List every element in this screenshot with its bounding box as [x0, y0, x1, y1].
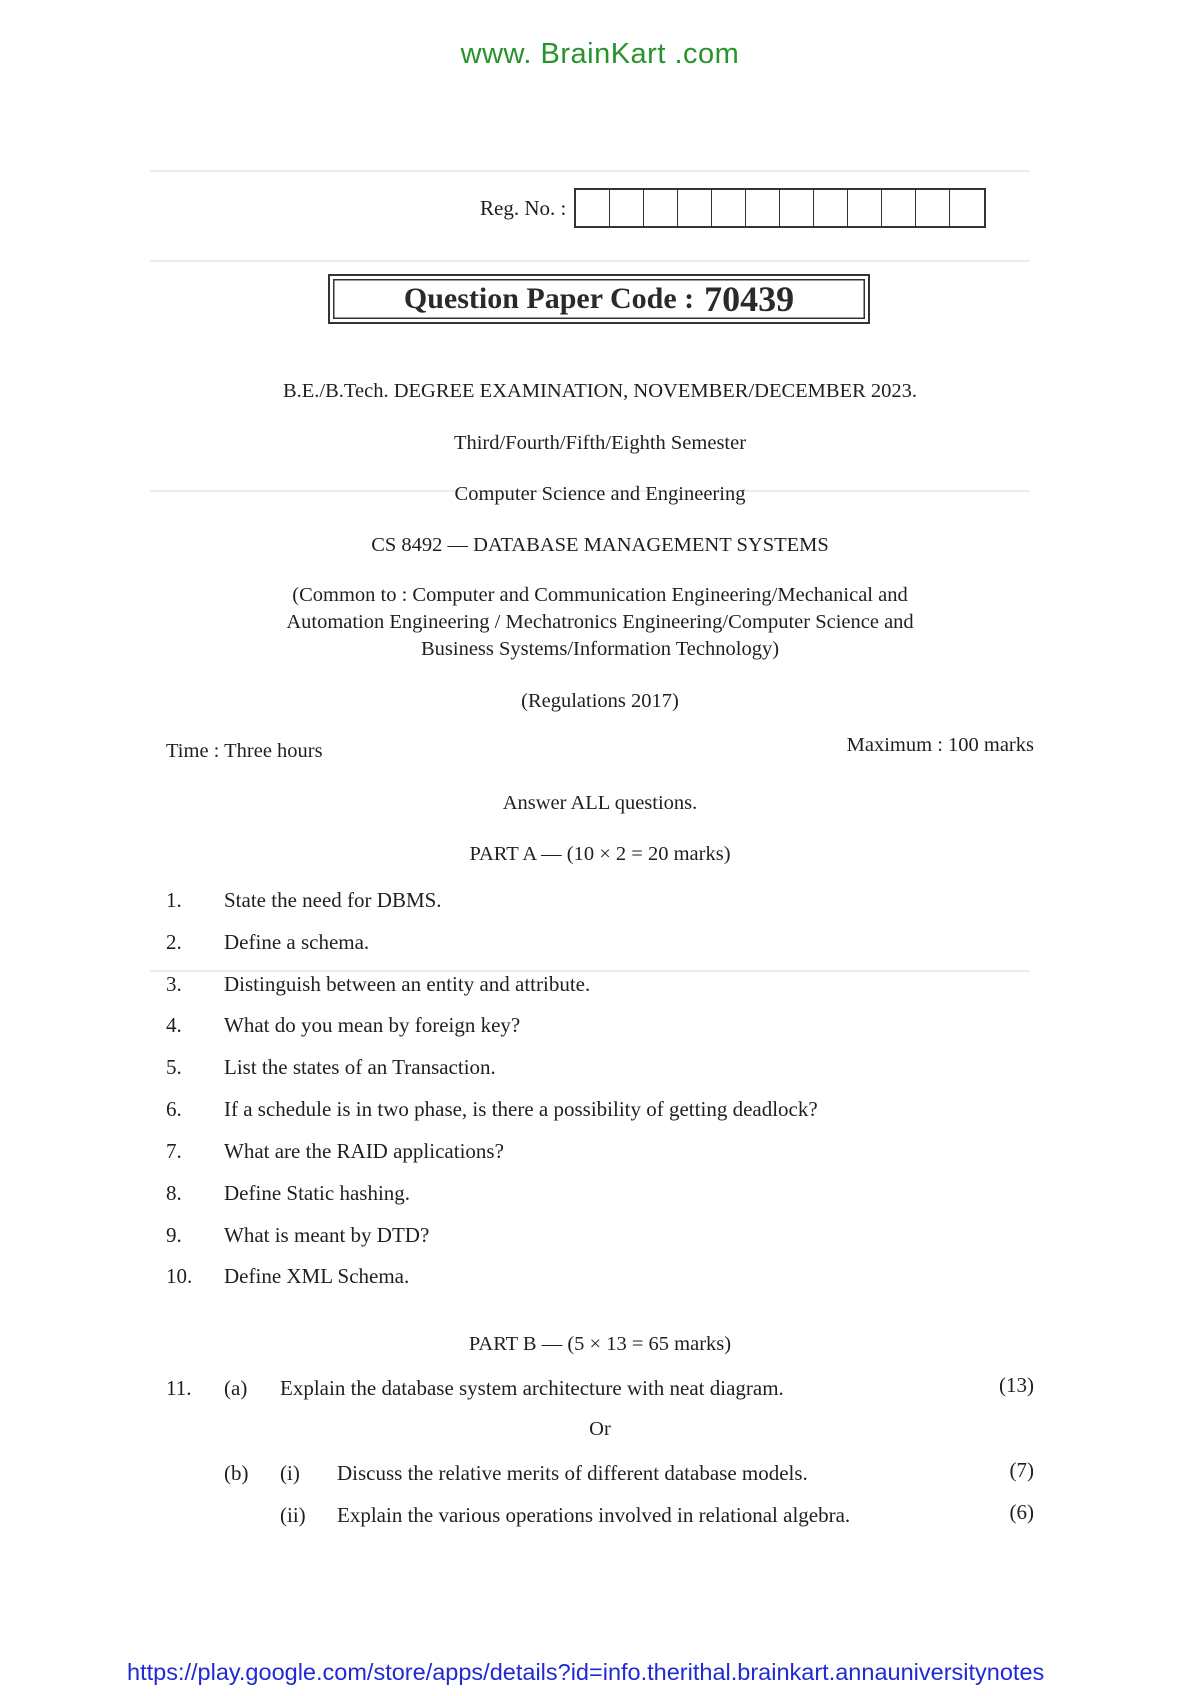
reg-digit-box	[882, 190, 916, 226]
reg-digit-box	[644, 190, 678, 226]
sub-part-label: (i)	[280, 1461, 300, 1485]
sub-question-label: (a)	[224, 1376, 248, 1400]
question-item: 4. What do you mean by foreign key?	[166, 1013, 521, 1037]
or-separator: Or	[589, 1418, 611, 1440]
question-item: 2. Define a schema.	[166, 930, 370, 954]
sub-question-label: (b)	[224, 1461, 249, 1485]
time-allowed: Time : Three hours	[166, 740, 323, 762]
semester: Third/Fourth/Fifth/Eighth Semester	[453, 432, 747, 454]
question-item: 3. Distinguish between an entity and attribute.	[166, 972, 591, 996]
course-title: CS 8492 — DATABASE MANAGEMENT SYSTEMS	[371, 534, 829, 556]
instruction: Answer ALL questions.	[502, 792, 698, 814]
reg-digit-box	[814, 190, 848, 226]
common-line: Business Systems/Information Technology)	[420, 638, 780, 660]
registration-number	[480, 190, 986, 226]
question-number: 11.	[166, 1376, 192, 1400]
common-line: (Common to : Computer and Communication Engineering/Mechanical and	[292, 584, 908, 606]
marks: (7)	[1009, 1458, 1034, 1482]
common-to-note	[190, 582, 1010, 663]
sub-part-label: (ii)	[280, 1503, 306, 1527]
question-item: 7. What are the RAID applications?	[166, 1139, 504, 1163]
question-text: Explain the database system architecture with neat diagram.	[280, 1376, 784, 1400]
code-number: 70439	[704, 279, 795, 319]
part-a-heading: PART A — (10 × 2 = 20 marks)	[469, 843, 731, 865]
header-site-link[interactable]: www. BrainKart .com	[460, 38, 740, 70]
reg-label: Reg. No. :	[480, 195, 567, 220]
part-b-heading: PART B — (5 × 13 = 65 marks)	[468, 1333, 732, 1355]
reg-digit-box	[848, 190, 882, 226]
question-item: 6. If a schedule is in two phase, is there a possibility of getting deadlock?	[166, 1097, 818, 1121]
reg-digit-box	[610, 190, 644, 226]
marks: (13)	[999, 1373, 1034, 1397]
reg-digit-box	[678, 190, 712, 226]
reg-digit-box	[916, 190, 950, 226]
reg-digit-box	[576, 190, 610, 226]
exam-title: B.E./B.Tech. DEGREE EXAMINATION, NOVEMBER/DECEMBER 2023.	[282, 380, 918, 402]
reg-digit-box	[780, 190, 814, 226]
bleed-through	[150, 260, 1030, 262]
department: Computer Science and Engineering	[454, 483, 746, 505]
question-item: 1. State the need for DBMS.	[166, 888, 442, 912]
question-paper-code	[328, 274, 870, 324]
marks: (6)	[1009, 1500, 1034, 1524]
question-item: 8. Define Static hashing.	[166, 1181, 411, 1205]
question-item: 5. List the states of an Transaction.	[166, 1055, 496, 1079]
question-text: Explain the various operations involved in relational algebra.	[337, 1503, 851, 1527]
common-line: Automation Engineering / Mechatronics Engineering/Computer Science and	[286, 611, 914, 633]
question-text: Discuss the relative merits of different database models.	[337, 1461, 808, 1485]
reg-digit-box	[712, 190, 746, 226]
reg-number-boxes	[574, 188, 986, 228]
footer-app-link[interactable]: https://play.google.com/store/apps/details?id=info.therithal.brainkart.annauniversitynotes	[127, 1659, 1045, 1685]
regulations: (Regulations 2017)	[521, 690, 679, 712]
reg-digit-box	[950, 190, 984, 226]
reg-digit-box	[746, 190, 780, 226]
question-item: 9. What is meant by DTD?	[166, 1223, 430, 1247]
maximum-marks: Maximum : 100 marks	[846, 734, 1034, 756]
question-item: 10. Define XML Schema.	[166, 1264, 410, 1288]
bleed-through	[150, 170, 1030, 172]
code-label: Question Paper Code :	[403, 282, 695, 315]
